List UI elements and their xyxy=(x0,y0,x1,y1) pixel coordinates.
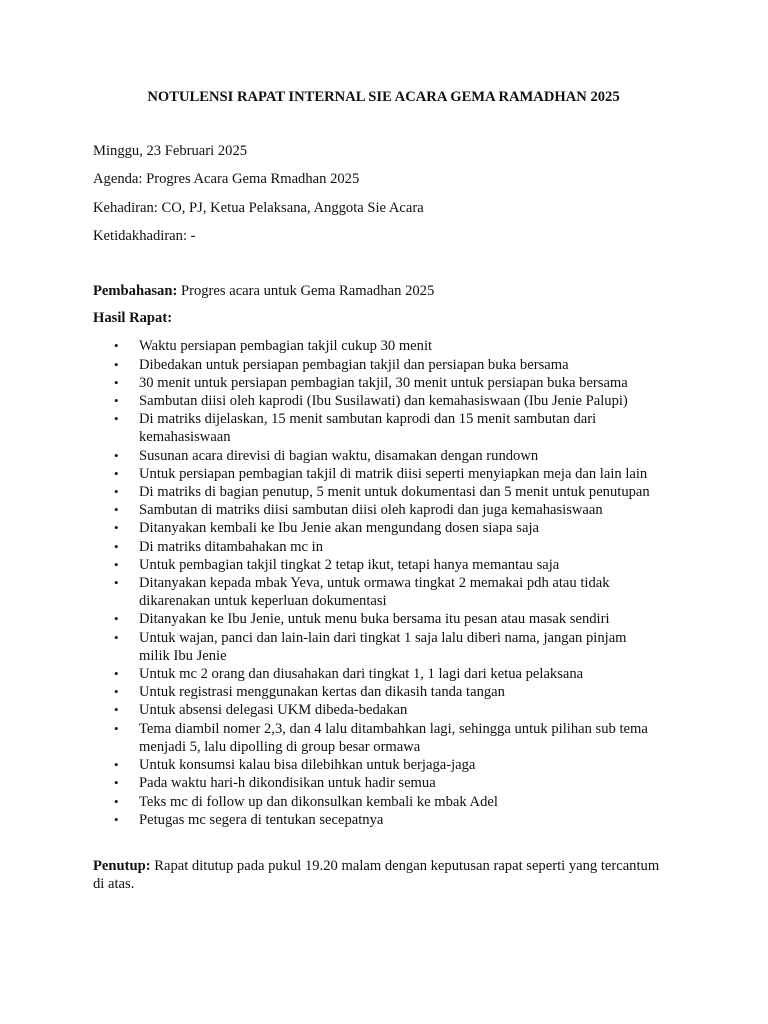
list-item-text: Untuk absensi delegasi UKM dibeda-bedakan xyxy=(139,702,408,719)
discussion-paragraph xyxy=(93,282,660,300)
bullet-icon: • xyxy=(114,611,119,627)
list-item-text: Teks mc di follow up dan dikonsulkan kembali ke mbak Adel xyxy=(139,793,498,810)
list-item xyxy=(93,701,660,719)
list-item xyxy=(93,610,660,628)
list-item-text: Waktu persiapan pembagian takjil cukup 30 menit xyxy=(139,338,433,355)
list-item-text: Susunan acara direvisi di bagian waktu, disamakan dengan rundown xyxy=(139,447,539,464)
bullet-icon: • xyxy=(114,811,119,827)
list-item-text: Di matriks ditambahakan mc in xyxy=(139,538,323,555)
meeting-absence: Ketidakhadiran: - xyxy=(93,227,196,244)
list-item xyxy=(93,483,660,501)
bullet-icon: • xyxy=(114,793,119,809)
list-item-text: Untuk persiapan pembagian takjil di matrik diisi seperti menyiapkan meja dan lain lain xyxy=(139,465,648,482)
list-item-text: Di matriks dijelaskan, 15 menit sambutan kaprodi dan 15 menit sambutan dari kemahasiswaan xyxy=(139,411,597,446)
list-item-text: Untuk konsumsi kalau bisa dilebihkan untuk berjaga-jaga xyxy=(139,757,476,774)
bullet-icon: • xyxy=(114,556,119,572)
results-heading: Hasil Rapat: xyxy=(93,310,173,327)
list-item xyxy=(93,756,660,774)
bullet-icon: • xyxy=(114,338,119,354)
bullet-icon: • xyxy=(114,484,119,500)
bullet-icon: • xyxy=(114,684,119,700)
list-item xyxy=(93,574,660,610)
list-item-text: Untuk pembagian takjil tingkat 2 tetap ikut, tetapi hanya memantau saja xyxy=(139,556,560,573)
discussion-text: Progres acara untuk Gema Ramadhan 2025 xyxy=(177,283,435,300)
list-item-text: Tema diambil nomer 2,3, dan 4 lalu ditambahkan lagi, sehingga untuk pilihan sub tema menjadi 5, lalu dipolling di group besar ormawa xyxy=(139,720,648,755)
list-item-text: 30 menit untuk persiapan pembagian takjil, 30 menit untuk persiapan buka bersama xyxy=(139,374,628,391)
bullet-icon: • xyxy=(114,757,119,773)
closing-label: Penutup: xyxy=(93,857,151,874)
list-item-text: Di matriks di bagian penutup, 5 menit untuk dokumentasi dan 5 menit untuk penutupan xyxy=(139,484,650,501)
bullet-icon: • xyxy=(114,575,119,591)
bullet-icon: • xyxy=(114,356,119,372)
list-item xyxy=(93,683,660,701)
list-item xyxy=(93,629,660,665)
list-item xyxy=(93,720,660,756)
list-item-text: Ditanyakan kembali ke Ibu Jenie akan mengundang dosen siapa saja xyxy=(139,520,539,537)
list-item xyxy=(93,501,660,519)
list-item xyxy=(93,356,660,374)
list-item xyxy=(93,374,660,392)
bullet-icon: • xyxy=(114,393,119,409)
list-item xyxy=(93,811,660,829)
list-item-text: Dibedakan untuk persiapan pembagian takjil dan persiapan buka bersama xyxy=(139,356,569,373)
results-list xyxy=(93,337,660,828)
list-item-text: Pada waktu hari-h dikondisikan untuk hadir semua xyxy=(139,775,436,792)
bullet-icon: • xyxy=(114,374,119,390)
bullet-icon: • xyxy=(114,520,119,536)
list-item xyxy=(93,665,660,683)
list-item xyxy=(93,793,660,811)
bullet-icon: • xyxy=(114,465,119,481)
list-item xyxy=(93,774,660,792)
bullet-icon: • xyxy=(114,629,119,645)
bullet-icon: • xyxy=(114,666,119,682)
list-item-text: Untuk wajan, panci dan lain-lain dari tingkat 1 saja lalu diberi nama, jangan pinjam milik Ibu Jenie xyxy=(139,629,627,664)
bullet-icon: • xyxy=(114,720,119,736)
closing-paragraph xyxy=(93,857,660,893)
document-title: NOTULENSI RAPAT INTERNAL SIE ACARA GEMA RAMADHAN 2025 xyxy=(147,89,620,105)
meeting-date: Minggu, 23 Februari 2025 xyxy=(93,143,248,160)
list-item-text: Untuk registrasi menggunakan kertas dan dikasih tanda tangan xyxy=(139,684,505,701)
bullet-icon: • xyxy=(114,702,119,718)
bullet-icon: • xyxy=(114,447,119,463)
list-item xyxy=(93,538,660,556)
bullet-icon: • xyxy=(114,502,119,518)
meeting-attendance: Kehadiran: CO, PJ, Ketua Pelaksana, Anggota Sie Acara xyxy=(93,199,424,216)
list-item-text: Sambutan di matriks diisi sambutan diisi oleh kaprodi dan juga kemahasiswaan xyxy=(139,502,603,519)
list-item xyxy=(93,337,660,355)
bullet-icon: • xyxy=(114,538,119,554)
list-item xyxy=(93,410,660,446)
meeting-agenda: Agenda: Progres Acara Gema Rmadhan 2025 xyxy=(93,171,360,188)
bullet-icon: • xyxy=(114,775,119,791)
list-item xyxy=(93,392,660,410)
list-item-text: Petugas mc segera di tentukan secepatnya xyxy=(139,811,384,828)
list-item-text: Untuk mc 2 orang dan diusahakan dari tingkat 1, 1 lagi dari ketua pelaksana xyxy=(139,666,584,683)
list-item xyxy=(93,556,660,574)
list-item-text: Ditanyakan ke Ibu Jenie, untuk menu buka bersama itu pesan atau masak sendiri xyxy=(139,611,610,628)
closing-text: Rapat ditutup pada pukul 19.20 malam dengan keputusan rapat seperti yang tercantum di atas. xyxy=(93,857,660,893)
list-item xyxy=(93,447,660,465)
bullet-icon: • xyxy=(114,411,119,427)
discussion-label: Pembahasan: xyxy=(93,283,178,300)
list-item-text: Sambutan diisi oleh kaprodi (Ibu Susilawati) dan kemahasiswaan (Ibu Jenie Palupi) xyxy=(139,393,628,410)
list-item-text: Ditanyakan kepada mbak Yeva, untuk ormawa tingkat 2 memakai pdh atau tidak dikarenakan untuk keperluan dokumentasi xyxy=(139,575,610,610)
list-item xyxy=(93,519,660,537)
list-item xyxy=(93,465,660,483)
